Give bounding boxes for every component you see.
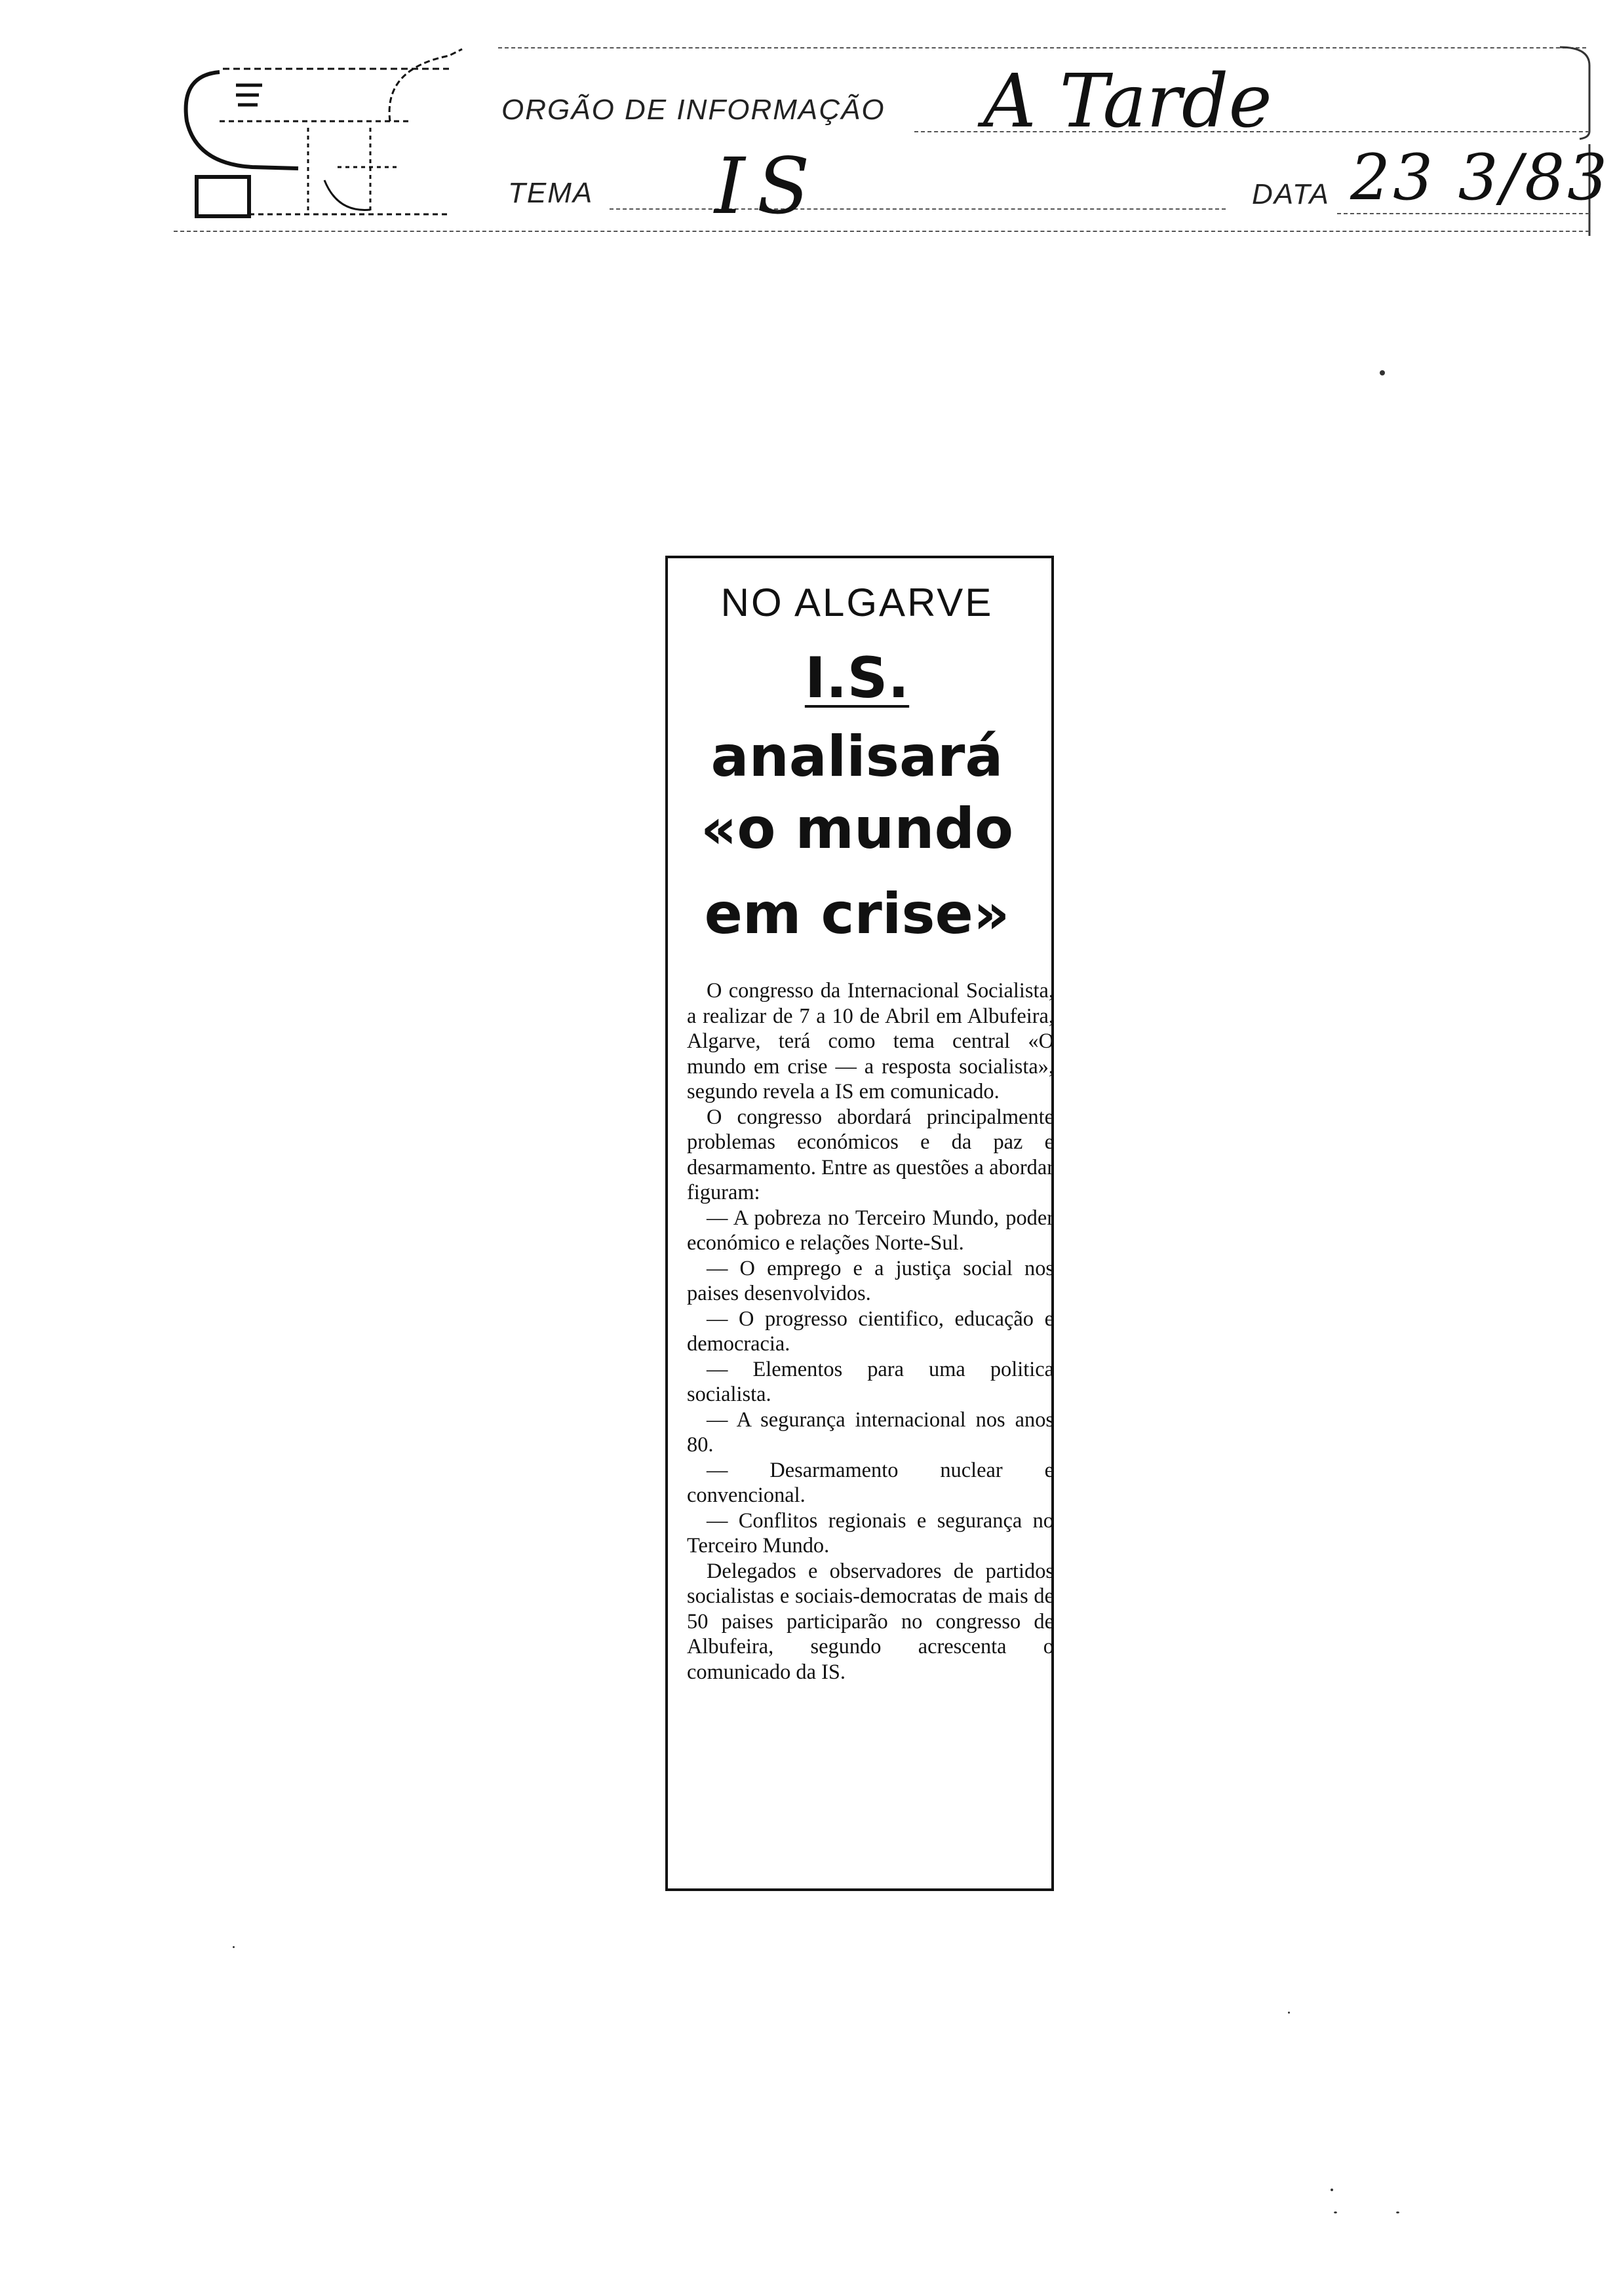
- article-paragraph: O congresso abordará principalmente problemas económicos e da paz e desarmamento. Entre as questões a abordar figuram:: [687, 1105, 1054, 1204]
- scan-speck: [233, 1946, 235, 1948]
- article-list-item: — Elementos para uma politica socialista.: [687, 1357, 1054, 1406]
- scan-speck: [1380, 370, 1385, 375]
- article-list-item: — O emprego e a justiça social nos paises desenvolvidos.: [687, 1256, 1054, 1305]
- tema-label: TEMA: [508, 177, 594, 209]
- clipping-service-logo: [174, 23, 469, 220]
- header-top-rule: [498, 47, 1586, 48]
- headline-line-1: I.S.: [804, 645, 910, 711]
- headline-line-2: analisará: [710, 724, 1003, 790]
- article-list-item: — Desarmamento nuclear e convencional.: [687, 1458, 1054, 1507]
- article-kicker: NO ALGARVE: [720, 581, 994, 624]
- data-value: 23 3/83: [1350, 141, 1610, 214]
- tema-value: IS: [714, 141, 822, 231]
- data-label: DATA: [1252, 178, 1330, 210]
- article-paragraph: Delegados e observadores de partidos socialistas e sociais-democratas de mais de 50 paises participarão no congresso de Albufeira, segundo acrescenta o comunicado da IS.: [687, 1559, 1054, 1684]
- tema-rule: [610, 208, 1226, 210]
- orgao-label: ORGÃO DE INFORMAÇÃO: [501, 94, 885, 126]
- scan-speck: [1331, 2189, 1333, 2191]
- article-body: [687, 978, 1054, 1685]
- article-list-item: — O progresso cientifico, educação e democracia.: [687, 1307, 1054, 1356]
- article-list-item: — A pobreza no Terceiro Mundo, poder económico e relações Norte-Sul.: [687, 1206, 1054, 1255]
- header-form: [0, 0, 1615, 242]
- article-list-item: — A segurança internacional nos anos 80.: [687, 1407, 1054, 1457]
- headline-line-3: «o mundo: [700, 796, 1014, 862]
- scan-speck: [1334, 2211, 1337, 2213]
- article-list-item: — Conflitos regionais e segurança no Terceiro Mundo.: [687, 1508, 1054, 1558]
- header-bottom-rule: [174, 231, 1589, 232]
- article-paragraph: O congresso da Internacional Socialista, a realizar de 7 a 10 de Abril em Albufeira, Algarve, terá como tema central «O mundo em crise — a resposta socialista», segundo revela a IS em comunicado.: [687, 979, 1054, 1103]
- headline-line-4: em crise»: [704, 881, 1010, 947]
- scan-speck: [1288, 2012, 1290, 2014]
- orgao-value: A Tarde: [983, 59, 1272, 144]
- scan-speck: [1396, 2211, 1399, 2213]
